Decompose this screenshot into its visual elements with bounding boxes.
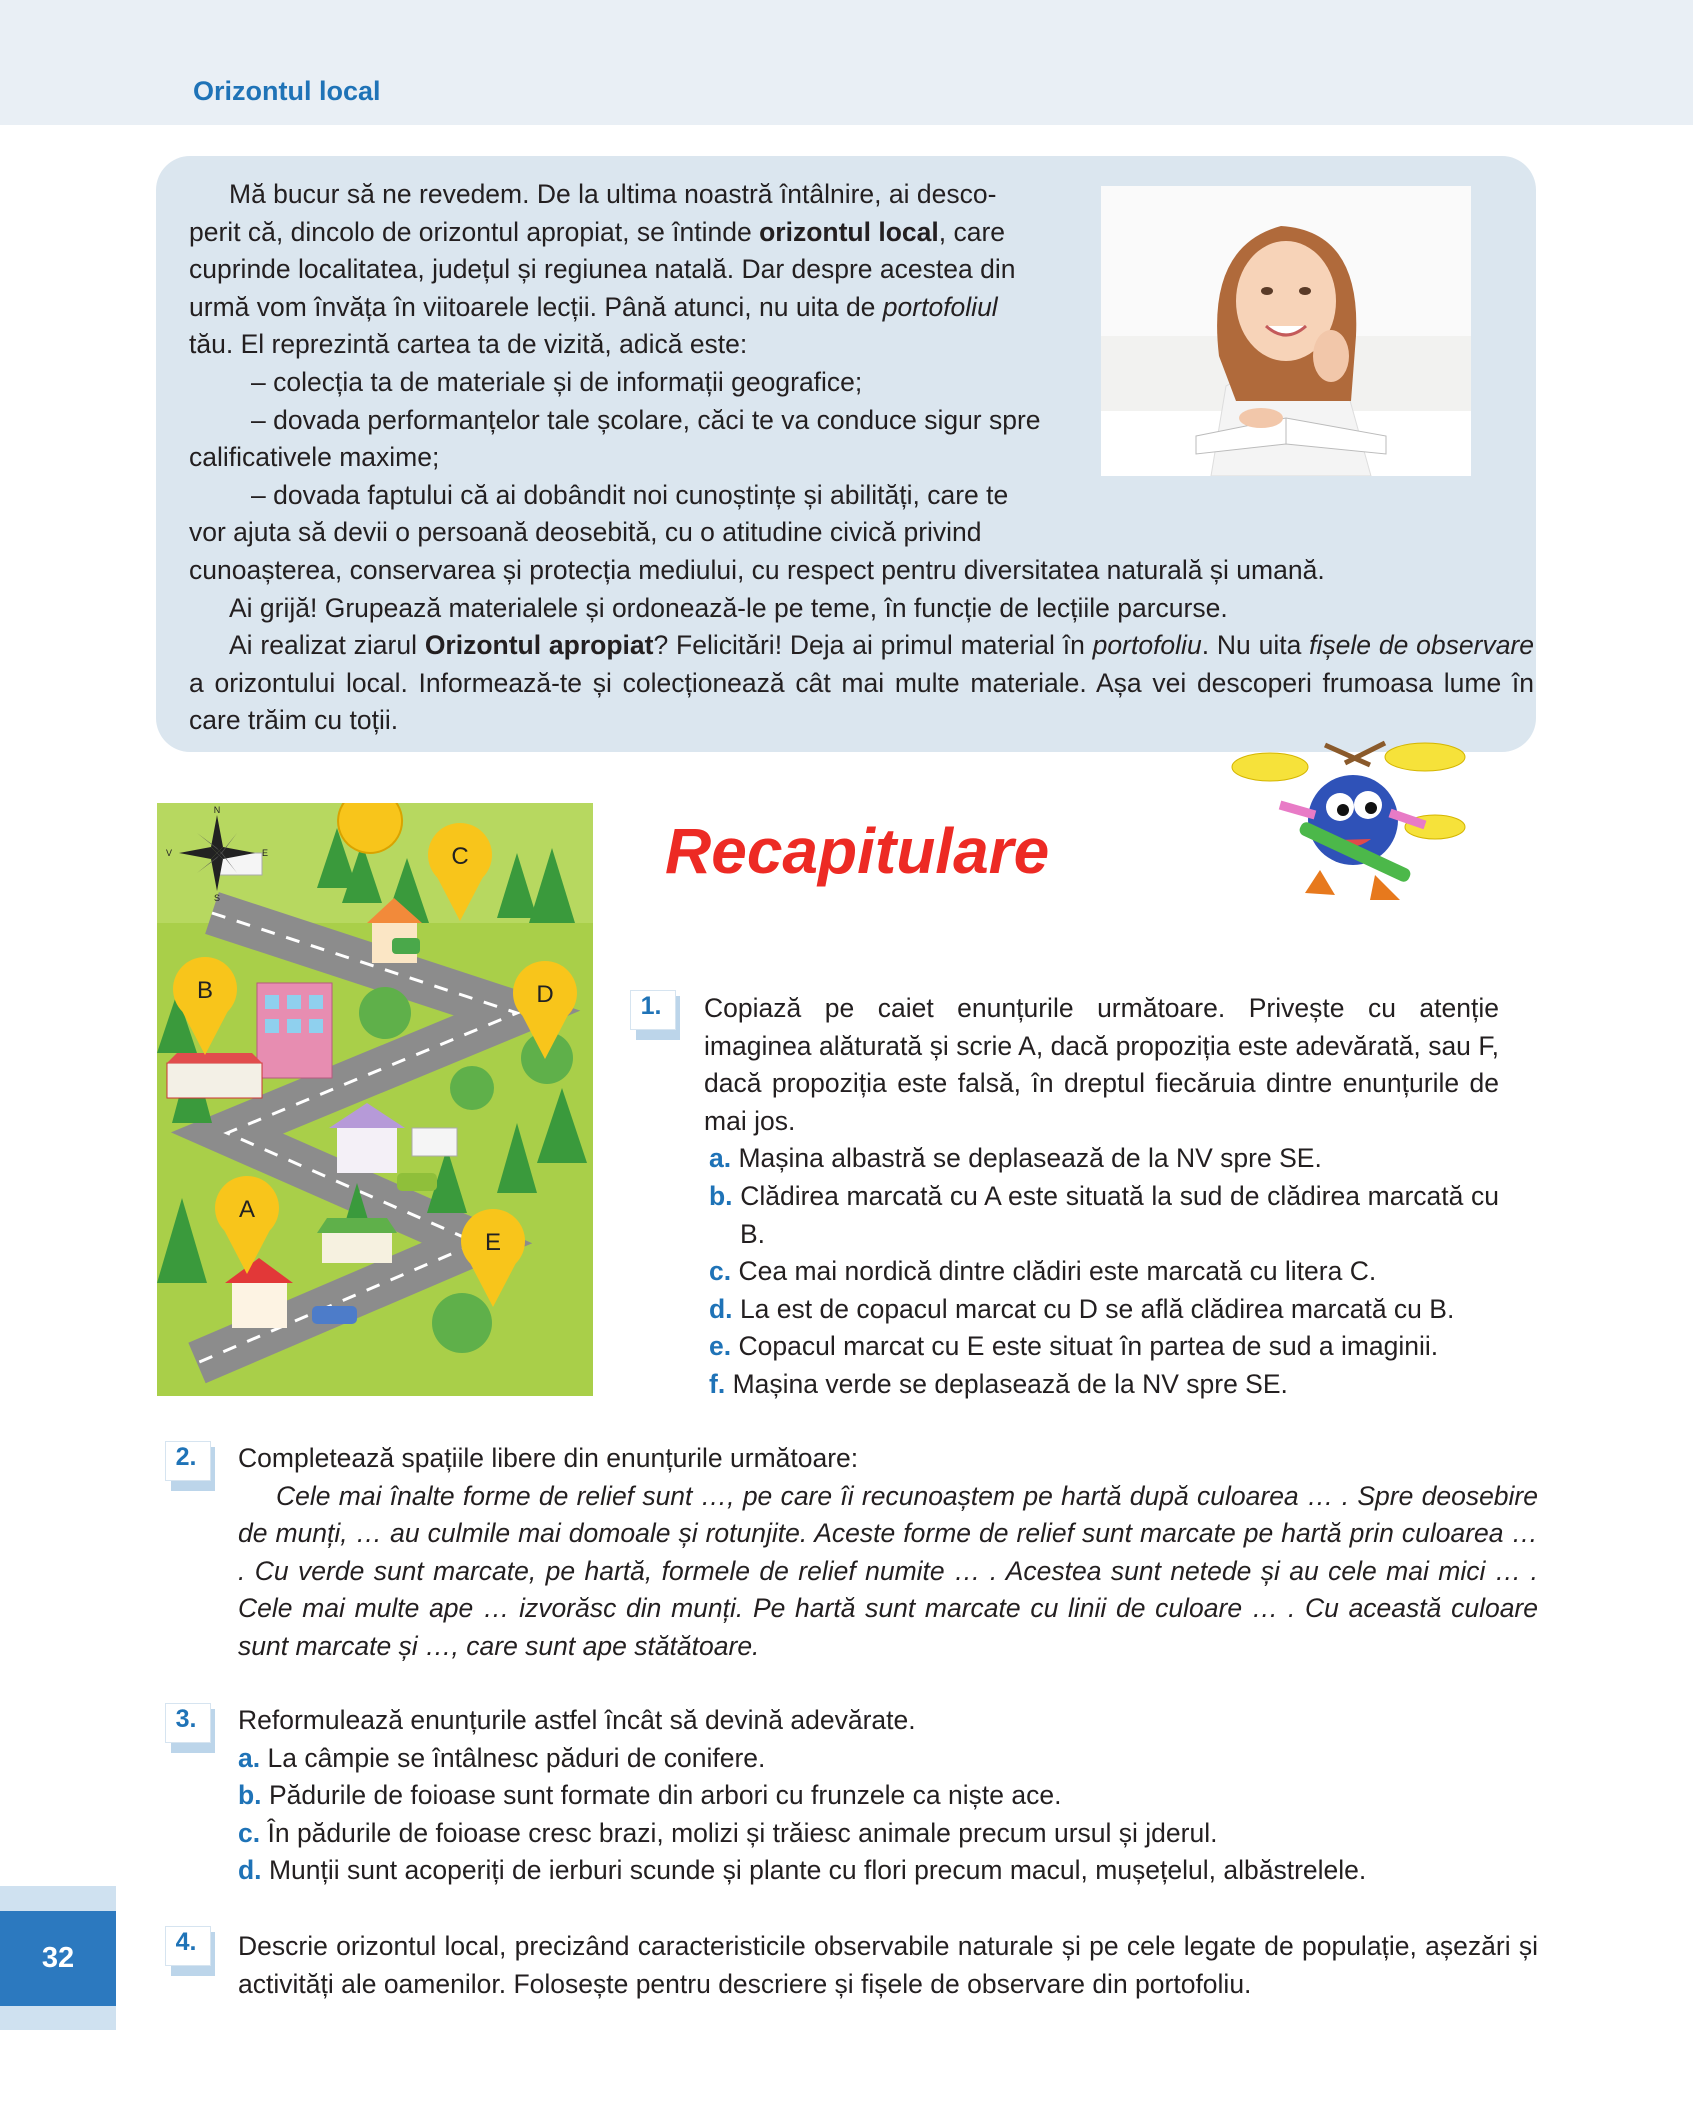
list-item: f. Mașina verde se deplasează de la NV spre SE. bbox=[709, 1368, 1288, 1399]
list-item: c. Cea mai nordică dintre clădiri este marcată cu litera C. bbox=[709, 1256, 1377, 1287]
town-map-illustration bbox=[157, 803, 593, 1396]
list-item: b. Pădurile de foioase sunt formate din arbori cu frunzele ca niște ace. bbox=[238, 1780, 1062, 1811]
exercise-1-number: 1. bbox=[640, 992, 662, 1020]
exercise-3 bbox=[238, 1702, 1538, 1890]
intro-line: calificativele maxime; bbox=[189, 442, 440, 473]
svg-text:B: B bbox=[196, 977, 214, 1004]
intro-line: cunoașterea, conservarea și protecția mediului, cu respect pentru diversitatea naturală și umană. bbox=[189, 554, 1325, 585]
svg-text:D: D bbox=[536, 981, 554, 1008]
intro-line: cuprinde localitatea, județul și regiunea natală. Dar despre acestea din bbox=[189, 254, 1016, 285]
list-item: b. Clădirea marcată cu A este situată la sud de clădirea marcată cu B. bbox=[709, 1180, 1499, 1249]
list-item: e. Copacul marcat cu E este situat în partea de sud a imaginii. bbox=[709, 1331, 1439, 1362]
list-item: d. Munții sunt acoperiți de ierburi scunde și plante cu flori precum macul, mușețelul, albăstrelele. bbox=[238, 1855, 1367, 1886]
intro-line: Ai realizat ziarul Orizontul apropiat? Felicitări! Deja ai primul material în portofoliu. Nu uita fișele de observare a orizontului local. Informează-te și colecționează cât mai multe materiale. Așa vei descoperi frumoasa lume în care trăim cu toții. bbox=[189, 630, 1534, 736]
svg-text:A: A bbox=[238, 1196, 256, 1223]
exercise-4 bbox=[238, 1928, 1538, 2003]
compass-v-label: V bbox=[165, 848, 173, 858]
compass-n-label: N bbox=[213, 805, 221, 815]
exercise-3-text: Reformulează enunțurile astfel încât să devină adevărate. bbox=[238, 1705, 916, 1735]
exercise-2 bbox=[238, 1440, 1538, 1666]
recap-title: Recapitulare bbox=[665, 815, 1050, 887]
list-item: d. La est de copacul marcat cu D se află clădirea marcată cu B. bbox=[709, 1293, 1455, 1324]
list-item: a. Mașina albastră se deplasează de la NV spre SE. bbox=[709, 1143, 1322, 1174]
intro-dash-item: – dovada faptului că ai dobândit noi cunoștințe și abilități, care te bbox=[251, 479, 1009, 510]
drone-mascot-illustration bbox=[1225, 735, 1475, 910]
exercise-2-number: 2. bbox=[175, 1443, 197, 1471]
svg-text:E: E bbox=[484, 1229, 502, 1256]
intro-line: urmă vom învăța în viitoarele lecții. Până atunci, nu uita de portofoliul bbox=[189, 291, 998, 322]
page-number: 32 bbox=[41, 1942, 75, 1974]
exercise-4-text: Descrie orizontul local, precizând caracteristicile observabile naturale și pe cele legate de populație, așezări și activități ale oamenilor. Folosește pentru descriere și fișele de observare din portofoliu. bbox=[238, 1931, 1538, 1999]
exercise-3-number: 3. bbox=[175, 1705, 197, 1733]
exercise-1-badge bbox=[630, 990, 682, 1030]
exercise-2-text: Completează spațiile libere din enunțurile următoare: bbox=[238, 1443, 859, 1473]
intro-dash-item: – colecția ta de materiale și de informații geografice; bbox=[251, 366, 863, 397]
exercise-3-badge bbox=[165, 1703, 217, 1743]
intro-line: tău. El reprezintă cartea ta de vizită, adică este: bbox=[189, 329, 748, 360]
exercise-4-number: 4. bbox=[175, 1928, 197, 1956]
exercise-2-fill-text: Cele mai înalte forme de relief sunt …, pe care îi recunoaștem pe hartă după culoarea … . Spre deosebire de munți, … au culmile mai domoale și rotunjite. Aceste forme de relief sunt marcate pe hartă prin culoarea … . Cu verde sunt marcate, pe hartă, formele de relief numite … . Acestea sunt netede și au cele mai mici … . Cele mai multe ape … izvorăsc din munți. Pe hartă sunt marcate cu linii de culoare … . Cu această culoare sunt marcate și …, care sunt ape stătătoare. bbox=[238, 1480, 1538, 1661]
intro-line: vor ajuta să devii o persoană deosebită, cu o atitudine civică privind bbox=[189, 517, 982, 548]
intro-dash-item: – dovada performanțelor tale școlare, căci te va conduce sigur spre bbox=[251, 404, 1041, 435]
exercise-1-text: Copiază pe caiet enunțurile următoare. Privește cu atenție imaginea alăturată și scrie A, dacă propoziția este adevărată, sau F, dacă propoziția este falsă, în dreptul fiecăruia dintre enunțurile de mai jos. bbox=[704, 993, 1499, 1136]
intro-line: Ai grijă! Grupează materialele și ordonează-le pe teme, în funcție de lecțiile parcurse. bbox=[229, 592, 1228, 623]
intro-line: Mă bucur să ne revedem. De la ultima noastră întâlnire, ai desco- bbox=[229, 179, 997, 209]
svg-text:C: C bbox=[451, 843, 469, 870]
list-item: a. La câmpie se întâlnesc păduri de conifere. bbox=[238, 1742, 766, 1773]
exercise-2-badge bbox=[165, 1441, 217, 1481]
compass-e-label: E bbox=[261, 848, 269, 858]
intro-text bbox=[189, 176, 1534, 740]
intro-line: perit că, dincolo de orizontul apropiat, se întinde orizontul local, care bbox=[189, 216, 1006, 247]
exercise-4-badge bbox=[165, 1926, 217, 1966]
exercise-1 bbox=[704, 990, 1499, 1404]
compass-s-label: S bbox=[213, 893, 221, 903]
list-item: c. În pădurile de foioase cresc brazi, molizi și trăiesc animale precum ursul și jderul. bbox=[238, 1817, 1218, 1848]
chapter-title: Orizontul local bbox=[193, 76, 381, 106]
intro-box bbox=[156, 156, 1536, 752]
